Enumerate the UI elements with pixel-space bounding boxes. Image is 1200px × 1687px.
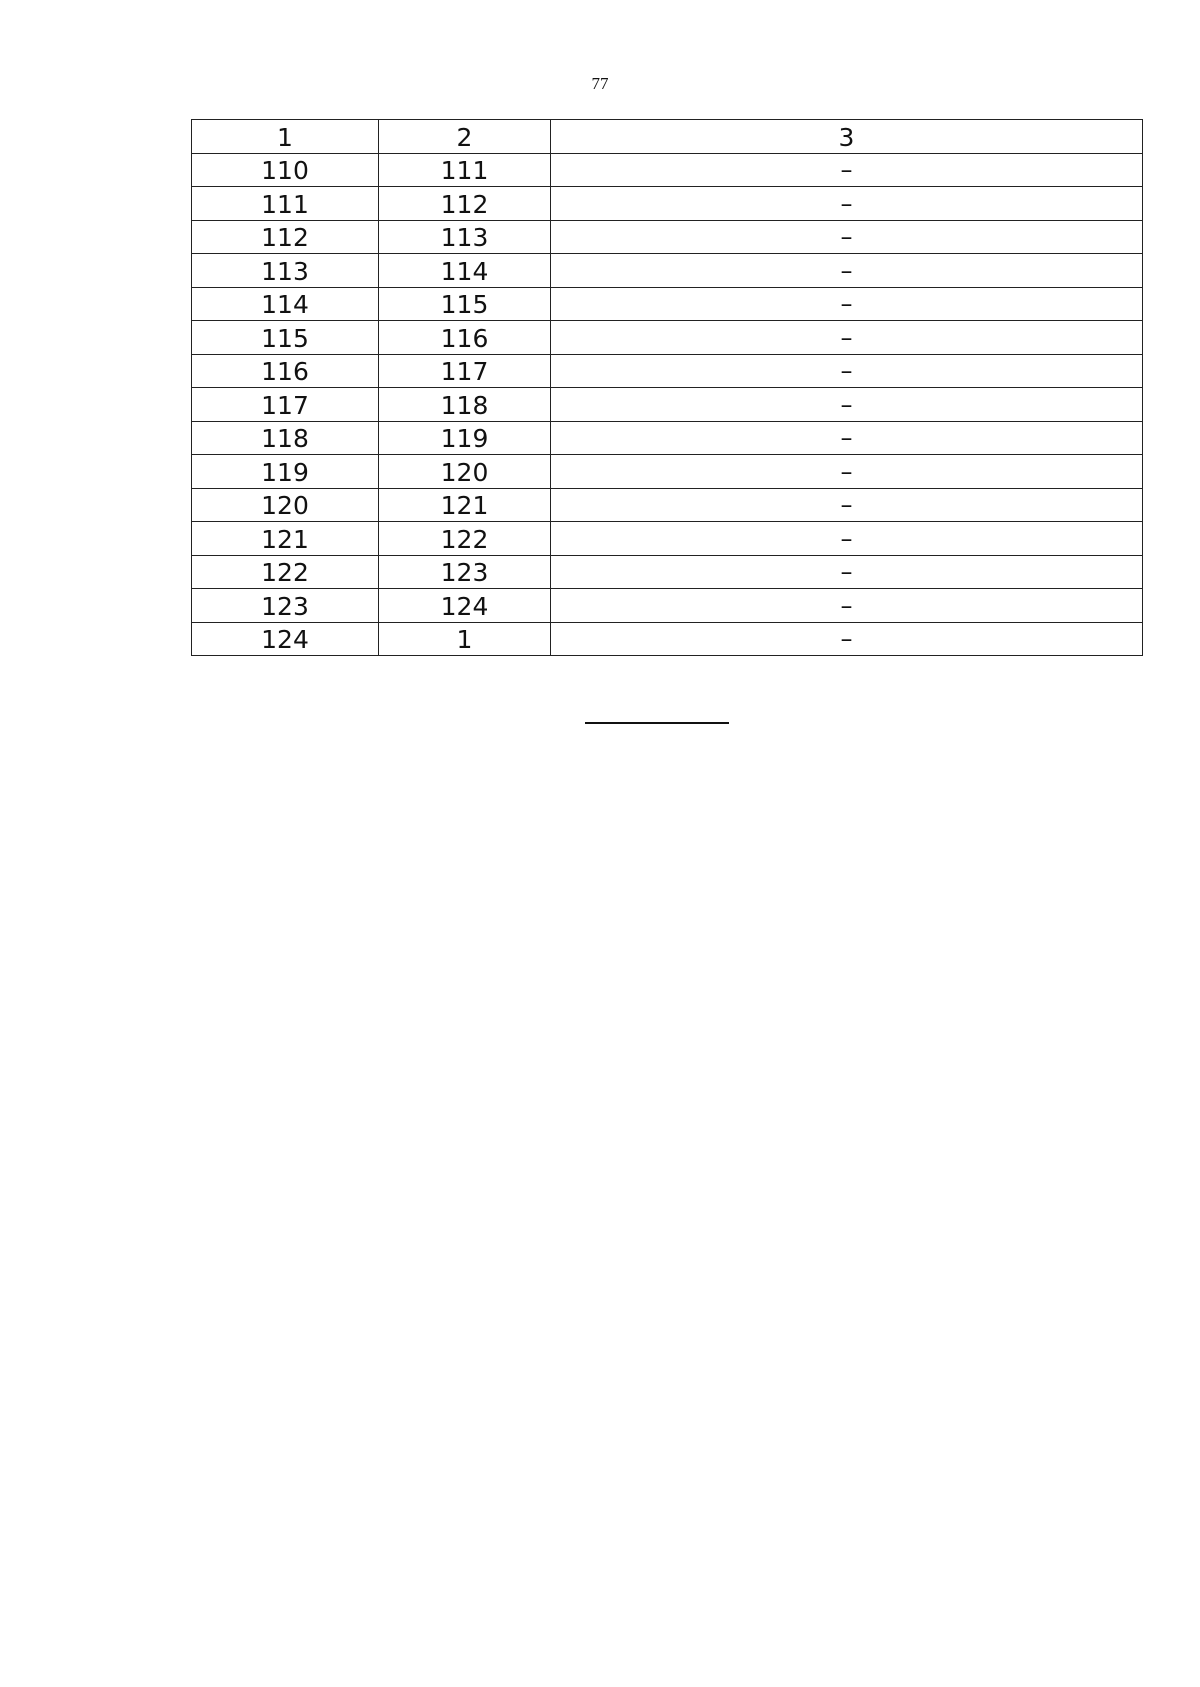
table-cell: 111 [379, 153, 551, 187]
table-cell: – [551, 254, 1143, 288]
table-cell: 115 [379, 287, 551, 321]
table-cell: 114 [192, 287, 379, 321]
table-cell: 117 [192, 388, 379, 422]
column-header: 2 [379, 120, 551, 154]
table-row [192, 488, 1143, 522]
table-cell: 119 [379, 421, 551, 455]
table-cell: – [551, 488, 1143, 522]
table-cell: 123 [379, 555, 551, 589]
column-header: 3 [551, 120, 1143, 154]
table-cell: 116 [192, 354, 379, 388]
table-row [192, 622, 1143, 656]
table-row [192, 555, 1143, 589]
table-row [192, 321, 1143, 355]
table-cell: – [551, 187, 1143, 221]
table-row [192, 522, 1143, 556]
table-cell: 121 [192, 522, 379, 556]
page-number: 77 [591, 74, 609, 93]
table-row [192, 455, 1143, 489]
table-cell: – [551, 589, 1143, 623]
table-header-row [192, 120, 1143, 154]
table-row [192, 220, 1143, 254]
table-cell: 120 [192, 488, 379, 522]
table-cell: 122 [192, 555, 379, 589]
table-cell: 112 [192, 220, 379, 254]
table-row [192, 354, 1143, 388]
table-cell: 111 [192, 187, 379, 221]
table-cell: 115 [192, 321, 379, 355]
table-cell: – [551, 220, 1143, 254]
table-cell: 120 [379, 455, 551, 489]
table-row [192, 153, 1143, 187]
table-cell: 113 [379, 220, 551, 254]
table-cell: 112 [379, 187, 551, 221]
table-row [192, 187, 1143, 221]
table-cell: 1 [379, 622, 551, 656]
table-cell: – [551, 421, 1143, 455]
table-cell: 118 [192, 421, 379, 455]
table-cell: – [551, 321, 1143, 355]
data-table [191, 119, 1143, 656]
table-row [192, 589, 1143, 623]
table-cell: 110 [192, 153, 379, 187]
table-cell: – [551, 153, 1143, 187]
table-cell: 119 [192, 455, 379, 489]
table-cell: 121 [379, 488, 551, 522]
table-cell: 124 [192, 622, 379, 656]
table-row [192, 254, 1143, 288]
table-cell: 123 [192, 589, 379, 623]
table-cell: – [551, 287, 1143, 321]
table-cell: 116 [379, 321, 551, 355]
table-cell: 122 [379, 522, 551, 556]
table-row [192, 388, 1143, 422]
table-cell: – [551, 388, 1143, 422]
table-row [192, 421, 1143, 455]
table-cell: 117 [379, 354, 551, 388]
column-header: 1 [192, 120, 379, 154]
table-cell: 113 [192, 254, 379, 288]
table-cell: 114 [379, 254, 551, 288]
end-separator-line [585, 722, 729, 724]
table-cell: – [551, 354, 1143, 388]
table-row [192, 287, 1143, 321]
table-cell: – [551, 555, 1143, 589]
table-cell: – [551, 522, 1143, 556]
table-cell: – [551, 622, 1143, 656]
table-cell: – [551, 455, 1143, 489]
table-cell: 118 [379, 388, 551, 422]
table-cell: 124 [379, 589, 551, 623]
